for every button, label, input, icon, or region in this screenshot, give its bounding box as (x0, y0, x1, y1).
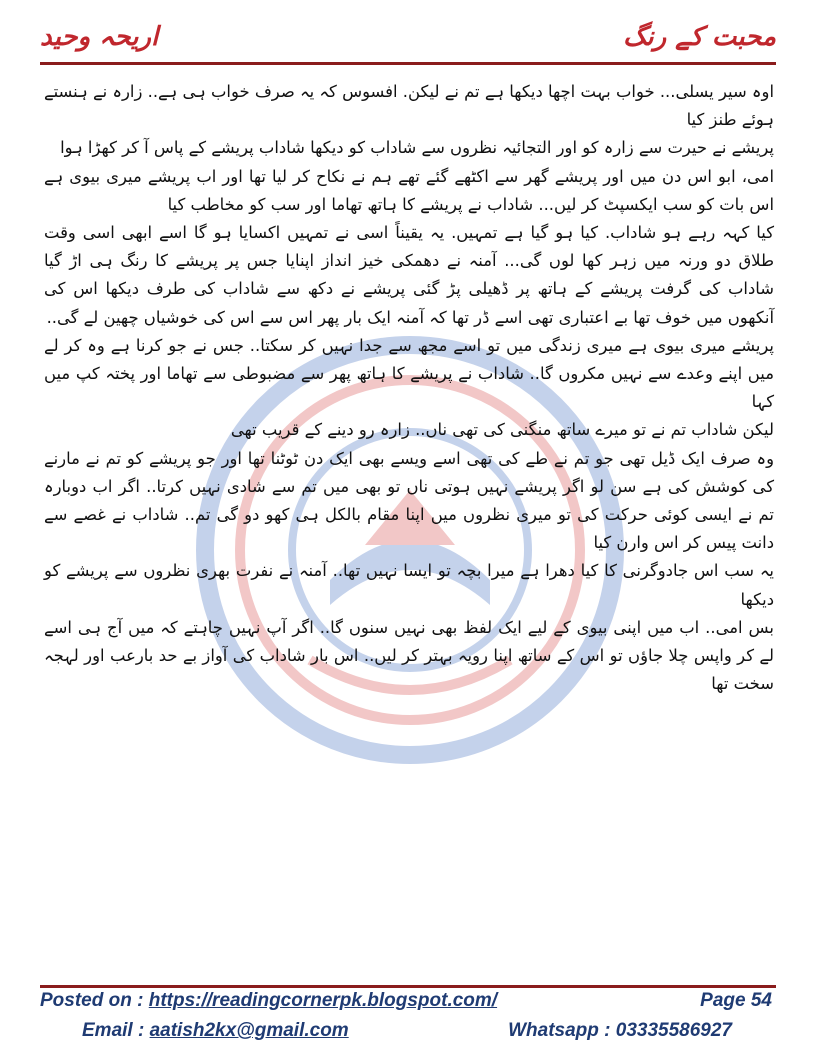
posted-label: Posted on : (40, 990, 149, 1011)
page-header (40, 14, 776, 60)
paragraph: یہ سب اس جادوگرنی کا کیا دھرا ہے میرا بچہ تو ایسا نہیں تھا.. آمنہ نے نفرت بھری نظروں سے پریشے کو دیکھا (44, 561, 774, 609)
page-footer (40, 990, 776, 1050)
header-divider (40, 62, 776, 65)
paragraph: وہ صرف ایک ڈیل تھی جو تم نے طے کی تھی اسے ویسے بھی ایک دن ٹوٹنا تھا اور جو پریشے کو تم نے مارنے کی کوشش کی ہے سن لو اگر پریشے نہیں ہوتی ناں تو بھی میں تم سے شادی نہیں کرتا.. اگر اب دوبارہ تم نے ایسی کوئی حرکت کی تو میری نظروں میں اپنا مقام بالکل ہی کھو دو گی تم.. شاداب نے غصے سے دانت پیس کر اس وارن کیا (44, 448, 774, 553)
paragraph: بس امی.. اب میں اپنی بیوی کے لیے ایک لفظ بھی نہیں سنوں گا.. اگر آپ نہیں چاہتے کہ میں آج ہی اسے لے کر واپس چلا جاؤں تو اس کے ساتھ اپنا رویہ بہتر کر لیں.. اس بار شاداب کی آواز بے حد بارعب اور لہجہ سخت تھا (44, 617, 774, 694)
novel-title: محبت کے رنگ (623, 22, 776, 52)
blog-link[interactable]: https://readingcornerpk.blogspot.com/ (148, 990, 498, 1011)
footer-divider (40, 985, 776, 988)
email-label: Email : (82, 1020, 150, 1041)
paragraph: لیکن شاداب تم نے تو میرے ساتھ منگنی کی تھی ناں.. زارہ رو دینے کے قریب تھی (230, 420, 774, 440)
page-number: Page 54 (700, 990, 772, 1011)
story-text (44, 78, 774, 698)
paragraph: کیا کہہ رہے ہو شاداب. کیا ہو گیا ہے تمہیں. یہ یقیناً اسی نے تمہیں اکسایا ہو گا اسے ابھی اسی وقت طلاق دو ورنہ میں زہر کھا لوں گی... آمنہ نے دھمکی خیز انداز اپنایا جس پر پریشے کا رنگ ہی اڑ گیا شاداب کی گرفت پریشے کے ہاتھ پر ڈھیلی پڑ گئی پریشے نے دکھ سے شاداب کی طرف دیکھا اس کی آنکھوں میں خوف تھا بے اعتباری تھی اسے ڈر تھا کہ آمنہ ایک بار پھر اس سے اس کی خوشیاں چھین لے گی.. (44, 223, 774, 327)
whatsapp-number: Whatsapp : 03335586927 (508, 1020, 732, 1041)
paragraph: اوہ سیر یسلی... خواب بہت اچھا دیکھا ہے تم نے لیکن. افسوس کہ یہ صرف خواب ہی ہے.. زارہ نے ہنستے ہوئے طنز کیا (44, 82, 774, 130)
author-name: اریحہ وحید (40, 22, 159, 52)
paragraph: امی، ابو اس دن میں اور پریشے گھر سے اکٹھے گئے تھے ہم نے نکاح کر لیا تھا اور اب پریشے میری بیوی ہے اس بات کو سب ایکسپٹ کر لیں... شاداب نے پریشے کا ہاتھ تھاما اور سب کو مخاطب کیا (44, 166, 774, 214)
paragraph: پریشے نے حیرت سے زارہ کو اور التجائیہ نظروں سے شاداب کو دیکھا شاداب پریشے کے پاس آ کر کھڑا ہوا (60, 138, 774, 158)
paragraph: پریشے میری بیوی ہے میری زندگی میں تو اسے مجھ سے جدا نہیں کر سکتا.. جس نے جو کرنا ہے وہ کر لے میں اپنے وعدے سے نہیں مکروں گا.. شاداب نے پریشے کا ہاتھ پھر سے مضبوطی سے تھاما اور پختہ کپ میں کہا (44, 335, 774, 412)
posted-on-line (40, 990, 497, 1012)
email-line (82, 1020, 349, 1042)
email-link[interactable]: aatish2kx@gmail.com (149, 1020, 349, 1041)
